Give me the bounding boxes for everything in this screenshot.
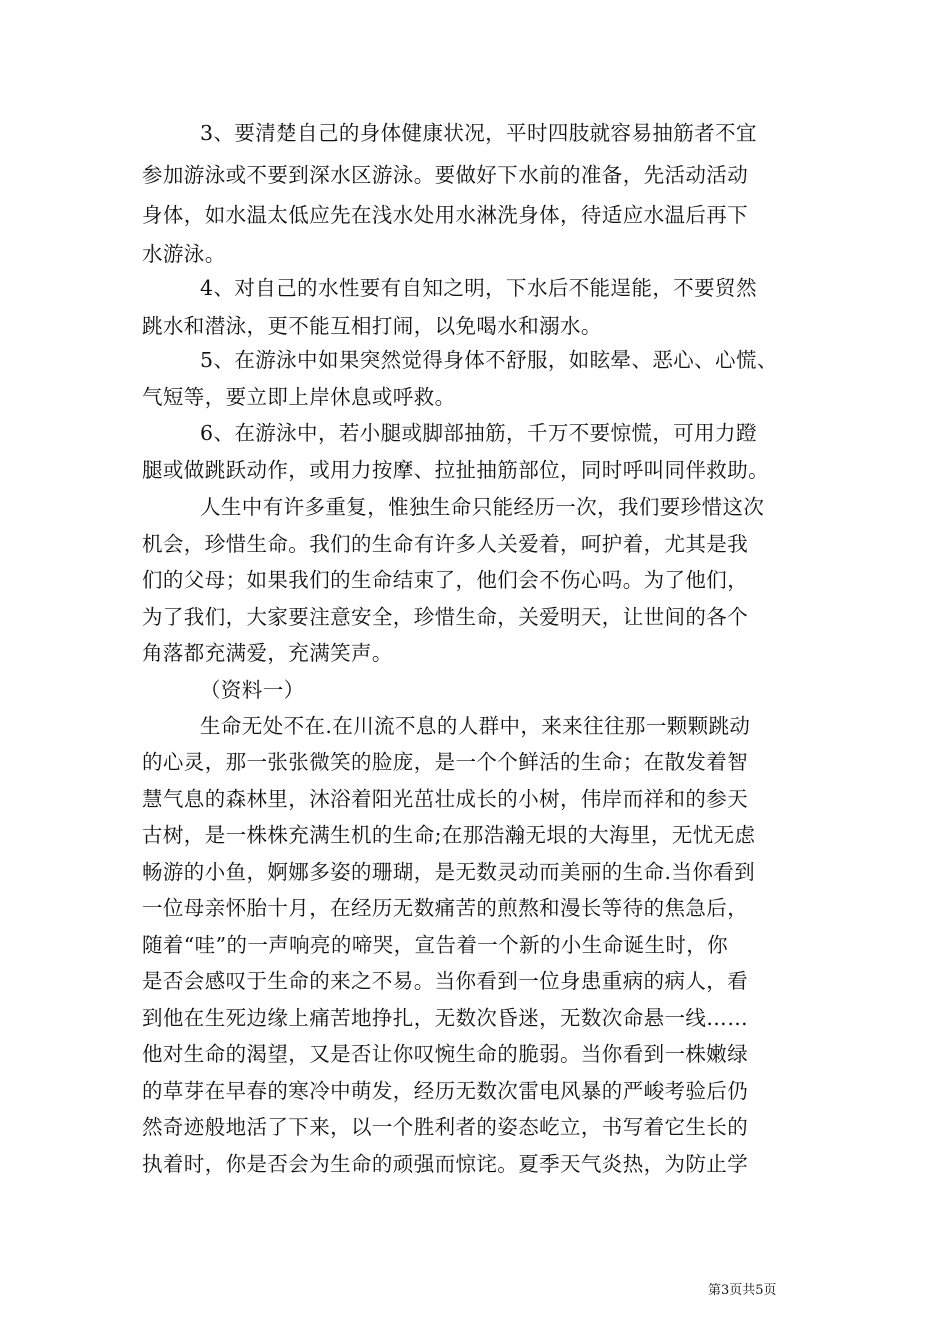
body-text-line: 3、要清楚自己的身体健康状况，平时四肢就容易抽筋者不宜 [200,121,757,145]
body-text-line: 他对生命的渴望，又是否让你叹惋生命的脆弱。当你看到一株嫩绿 [142,1042,749,1066]
body-text-line: 然奇迹般地活了下来，以一个胜利者的姿态屹立，书写着它生长的 [142,1115,749,1139]
body-text-line: 腿或做跳跃动作，或用力按摩、拉扯抽筋部位，同时呼叫同伴救助。 [142,458,769,482]
page-number: 第3页共5页 [708,1283,777,1298]
body-text-line: 的心灵，那一张张微笑的脸庞，是一个个鲜活的生命；在散发着智 [142,750,749,774]
body-text-line: 生命无处不在.在川流不息的人群中，来来往往那一颗颗跳动 [200,714,751,738]
body-text-line: 水游泳。 [142,242,226,266]
body-text-line: 是否会感叹于生命的来之不易。当你看到一位身患重病的病人，看 [142,969,749,993]
body-text-line: 执着时，你是否会为生命的顽强而惊诧。夏季天气炎热，为防止学 [142,1152,749,1176]
body-text-line: 为了我们，大家要注意安全，珍惜生命，关爱明天，让世间的各个 [142,605,749,629]
body-text-line: 慧气息的森林里，沐浴着阳光茁壮成长的小树，伟岸而祥和的参天 [142,787,749,811]
body-text-line: 身体，如水温太低应先在浅水处用水淋洗身体，待适应水温后再下 [142,203,749,227]
body-text-line: 的草芽在早春的寒冷中萌发，经历无数次雷电风暴的严峻考验后仍 [142,1079,749,1103]
section-label: （资料一） [200,678,305,702]
body-text-line: 参加游泳或不要到深水区游泳。要做好下水前的准备，先活动活动 [142,163,749,187]
body-text-line: 们的父母；如果我们的生命结束了，他们会不伤心吗。为了他们， [142,568,749,592]
body-text-line: 人生中有许多重复，惟独生命只能经历一次，我们要珍惜这次 [200,495,765,519]
body-text-line: 古树，是一株株充满生机的生命;在那浩瀚无垠的大海里，无忧无虑 [142,823,756,847]
body-text-line: 到他在生死边缘上痛苦地挣扎，无数次昏迷，无数次命悬一线…… [142,1006,749,1030]
body-text-line: 畅游的小鱼，婀娜多姿的珊瑚，是无数灵动而美丽的生命.当你看到 [142,860,756,884]
body-text-line: 角落都充满爱，充满笑声。 [142,641,393,665]
body-text-line: 6、在游泳中，若小腿或脚部抽筋，千万不要惊慌，可用力蹬 [200,421,757,445]
body-text-line: 4、对自己的水性要有自知之明，下水后不能逞能，不要贸然 [200,276,757,300]
body-text-line: 随着“哇”的一声响亮的啼哭，宣告着一个新的小生命诞生时，你 [142,933,729,957]
body-text-line: 一位母亲怀胎十月，在经历无数痛苦的煎熬和漫长等待的焦急后， [142,896,749,920]
body-text-line: 5、在游泳中如果突然觉得身体不舒服，如眩晕、恶心、心慌、 [200,348,778,372]
body-text-line: 跳水和潜泳，更不能互相打闹，以免喝水和溺水。 [142,314,602,338]
body-text-line: 机会，珍惜生命。我们的生命有许多人关爱着，呵护着，尤其是我 [142,532,749,556]
body-text-line: 气短等，要立即上岸休息或呼救。 [142,385,456,409]
